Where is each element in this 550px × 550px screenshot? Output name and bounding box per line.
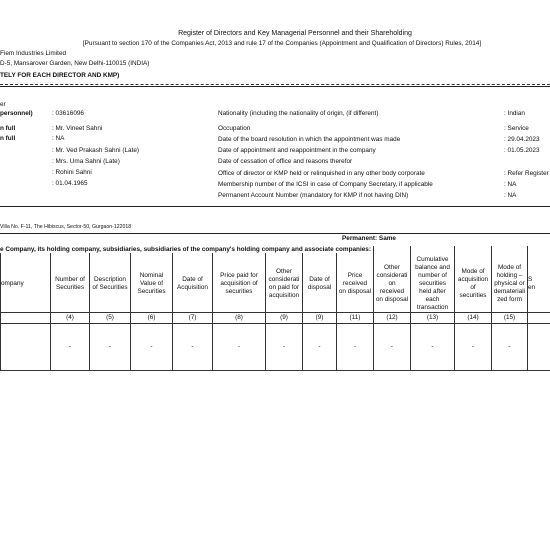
occupation-label: Occupation [218, 125, 251, 132]
holdings-data-row [1, 324, 550, 371]
other-office-value: : Refer Register [504, 170, 549, 177]
header-other-consideration-received: Other considerati on received on disposal [374, 246, 411, 313]
col-number: (4) [51, 313, 90, 324]
appointment-date-value: : 01.05.2023 [504, 147, 540, 154]
top-dashed-divider [0, 84, 550, 85]
name-value: : Mr. Vineet Sahni [52, 125, 103, 132]
label-director: er [0, 101, 6, 108]
board-resolution-value: : 29.04.2023 [504, 136, 540, 143]
occupation-value: : Service [504, 125, 529, 132]
cell-value: - [173, 324, 213, 371]
label-personnel: personnel) [0, 110, 33, 117]
cessation-label: Date of cessation of office and reasons therefor [218, 158, 353, 165]
register-title: Register of Directors and Key Managerial Personnel and their Shareholding [178, 30, 412, 37]
header-price-received: Price received on disposal [337, 246, 374, 313]
col-number: (8) [213, 313, 266, 324]
company-address: D-5, Mansarover Garden, New Delhi-110015 (INDIA) [0, 60, 150, 67]
board-resolution-label: Date of the board resolution in which the appointment was made [218, 136, 401, 143]
holdings-header-row [1, 246, 550, 313]
cell-value: - [492, 324, 528, 371]
header-cumulative-balance: Cumulative balance and number of securities held after each transaction [411, 246, 455, 313]
col-number: (9) [303, 313, 337, 324]
cell-value: - [455, 324, 492, 371]
holdings-column-number-row [1, 313, 550, 324]
nationality-label: Nationality (including the nationality of origin, (if different) [218, 110, 379, 117]
header-date-of-disposal: Date of disposal [303, 246, 337, 313]
header-number-of-securities: Number of Securities [51, 246, 90, 313]
cell-value: - [90, 324, 131, 371]
cell-value: - [337, 324, 374, 371]
din-value: : 03616096 [52, 110, 84, 117]
pan-value: : NA [504, 192, 517, 199]
instruction-text: TELY FOR EACH DIRECTOR AND KMP) [0, 72, 120, 79]
permanent-address: Permanent: Same [342, 235, 396, 242]
na-value: : NA [52, 135, 65, 142]
mother-value: : Mrs. Uma Sahni (Late) [52, 158, 120, 165]
col-number: (9) [266, 313, 303, 324]
register-subtitle: [Pursuant to section 170 of the Companies Act, 2013 and rule 17 of the Companies (Appointment and Qualification of Directors) Rules, 2014] [82, 40, 482, 47]
company-name: Fiem Industries Limited [0, 50, 67, 57]
cell-value: - [266, 324, 303, 371]
col-number: (5) [90, 313, 131, 324]
col-number: (11) [337, 313, 374, 324]
nationality-value: : Indian [504, 110, 525, 117]
col-number [528, 313, 550, 324]
cell-value: - [213, 324, 266, 371]
col-number: (15) [492, 313, 528, 324]
col-number: (13) [411, 313, 455, 324]
mid-divider [0, 206, 550, 207]
cell-value: - [51, 324, 90, 371]
cell-value: - [374, 324, 411, 371]
col-number: (14) [455, 313, 492, 324]
header-mode-of-acquisition: Mode of acquisition of securities [455, 246, 492, 313]
col-number [1, 313, 51, 324]
cell-value: - [303, 324, 337, 371]
cell-value [528, 324, 550, 371]
icsi-value: : NA [504, 181, 517, 188]
present-address: Villa No. F-11, The Hibiscus, Sector-50, Gurgaon-122018 [0, 224, 132, 230]
holdings-table [0, 246, 550, 371]
cell-value: - [411, 324, 455, 371]
header-mode-of-holding: Mode of holding – physical or demateriali zed form [492, 246, 528, 313]
header-price-paid: Price paid for acquisition of securities [213, 246, 266, 313]
top-solid-divider [0, 86, 550, 87]
appointment-date-label: Date of appointment and reappointment in the company [218, 147, 376, 154]
address-divider [0, 233, 550, 234]
header-other-consideration-paid: Other considerati on paid for acquisition [266, 246, 303, 313]
header-company: ompany [1, 246, 51, 313]
icsi-label: Membership number of the ICSI in case of Company Secretary, if applicable [218, 181, 433, 188]
col-number: (7) [173, 313, 213, 324]
col-number: (12) [374, 313, 411, 324]
holdings-title: e Company, its holding company, subsidiaries, subsidiaries of the company's holding company and associate companies: [0, 246, 371, 253]
dob-value: : 01.04.1965 [52, 180, 88, 187]
pan-label: Permanent Account Number (mandatory for KMP if not having DIN) [218, 192, 409, 199]
label-name-full-2: n full [0, 135, 16, 142]
spouse-value: : Rohini Sahni [52, 169, 92, 176]
header-truncated: S en [528, 246, 550, 313]
label-name-full: n full [0, 125, 16, 132]
cell-value: - [131, 324, 173, 371]
col-number: (6) [131, 313, 173, 324]
header-date-of-acquisition: Date of Acquisition [173, 246, 213, 313]
father-value: : Mr. Ved Prakash Sahni (Late) [52, 147, 140, 154]
other-office-label: Office of director or KMP held or relinquished in any other body corporate [218, 170, 425, 177]
header-nominal-value: Nominal Value of Securities [131, 246, 173, 313]
cell-value [1, 324, 51, 371]
header-description-of-securities: Description of Securities [90, 246, 131, 313]
